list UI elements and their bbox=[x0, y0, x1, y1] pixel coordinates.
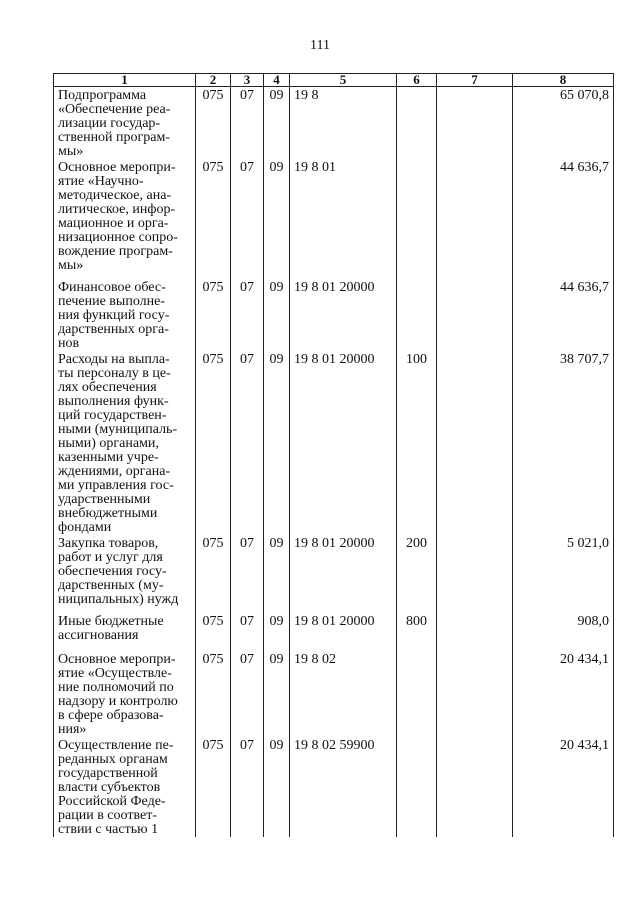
column-7-cell bbox=[437, 651, 513, 737]
header-row bbox=[54, 74, 614, 87]
row-name-line: надзору и контролю bbox=[58, 694, 178, 709]
row-name-line: Осуществление пе- bbox=[58, 738, 174, 753]
amount-cell: 44 636,7 bbox=[513, 159, 614, 279]
section-code-cell: 07 bbox=[231, 737, 264, 837]
subsection-code-cell: 09 bbox=[264, 651, 290, 737]
row-name-line: ственной програм- bbox=[58, 130, 171, 145]
table-header bbox=[54, 74, 614, 87]
row-name-line: ние полномочий по bbox=[58, 680, 174, 695]
row-name-line: ассигнования bbox=[58, 628, 139, 643]
row-name-line: лизации государ- bbox=[58, 116, 161, 131]
amount-cell: 20 434,1 bbox=[513, 651, 614, 737]
row-name-line: ниципальных) нужд bbox=[58, 592, 179, 607]
column-header: 7 bbox=[437, 74, 513, 87]
section-code-cell: 07 bbox=[231, 279, 264, 351]
table-row bbox=[54, 651, 614, 737]
row-name-line: Иные бюджетные bbox=[58, 614, 164, 629]
row-name-cell bbox=[54, 737, 196, 837]
row-name-line: казенными учре- bbox=[58, 450, 159, 465]
table-row bbox=[54, 737, 614, 837]
row-name-line: в сфере образова- bbox=[58, 708, 164, 723]
column-7-cell bbox=[437, 613, 513, 651]
amount-cell: 65 070,8 bbox=[513, 87, 614, 160]
target-code-cell: 19 8 bbox=[290, 87, 397, 160]
row-name-line: Основное меропри- bbox=[58, 652, 176, 667]
row-name-cell bbox=[54, 87, 196, 160]
row-name-line: мы» bbox=[58, 258, 84, 273]
row-name-line: власти субъектов bbox=[58, 780, 161, 795]
column-7-cell bbox=[437, 279, 513, 351]
row-name-line: дарственных орга- bbox=[58, 322, 169, 337]
section-code-cell: 07 bbox=[231, 535, 264, 613]
row-name-line: работ и услуг для bbox=[58, 550, 163, 565]
amount-cell: 38 707,7 bbox=[513, 351, 614, 535]
section-code-cell: 07 bbox=[231, 613, 264, 651]
row-name-line: обеспечения госу- bbox=[58, 564, 167, 579]
table-row bbox=[54, 159, 614, 279]
column-header: 8 bbox=[513, 74, 614, 87]
ministry-code-cell: 075 bbox=[196, 351, 231, 535]
table-row bbox=[54, 535, 614, 613]
row-name-line: государственной bbox=[58, 766, 158, 781]
row-name-line: выполнения функ- bbox=[58, 394, 169, 409]
column-7-cell bbox=[437, 737, 513, 837]
ministry-code-cell: 075 bbox=[196, 613, 231, 651]
section-code-cell: 07 bbox=[231, 351, 264, 535]
ministry-code-cell: 075 bbox=[196, 279, 231, 351]
row-name-line: реданных органам bbox=[58, 752, 168, 767]
expense-type-cell bbox=[397, 737, 437, 837]
section-code-cell: 07 bbox=[231, 651, 264, 737]
table-row bbox=[54, 279, 614, 351]
row-name-line: Основное меропри- bbox=[58, 160, 176, 175]
target-code-cell: 19 8 01 bbox=[290, 159, 397, 279]
subsection-code-cell: 09 bbox=[264, 159, 290, 279]
page-number: 111 bbox=[310, 38, 330, 53]
row-name-line: ния» bbox=[58, 722, 87, 737]
row-name-line: ты персоналу в це- bbox=[58, 366, 171, 381]
section-code-cell: 07 bbox=[231, 87, 264, 160]
target-code-cell: 19 8 01 20000 bbox=[290, 351, 397, 535]
row-name-line: ствии с частью 1 bbox=[58, 822, 159, 837]
expense-type-cell bbox=[397, 651, 437, 737]
row-name-line: мационное и орга- bbox=[58, 216, 169, 231]
row-name-cell bbox=[54, 279, 196, 351]
subsection-code-cell: 09 bbox=[264, 279, 290, 351]
ministry-code-cell: 075 bbox=[196, 159, 231, 279]
expense-type-cell bbox=[397, 87, 437, 160]
row-name-line: ударственными bbox=[58, 492, 151, 507]
table-body bbox=[54, 87, 614, 838]
subsection-code-cell: 09 bbox=[264, 737, 290, 837]
amount-cell: 908,0 bbox=[513, 613, 614, 651]
subsection-code-cell: 09 bbox=[264, 351, 290, 535]
column-header: 3 bbox=[231, 74, 264, 87]
row-name-line: мы» bbox=[58, 144, 84, 159]
amount-cell: 44 636,7 bbox=[513, 279, 614, 351]
ministry-code-cell: 075 bbox=[196, 651, 231, 737]
expense-type-cell bbox=[397, 159, 437, 279]
row-name-line: низационное сопро- bbox=[58, 230, 178, 245]
row-name-cell bbox=[54, 651, 196, 737]
row-name-cell bbox=[54, 535, 196, 613]
row-name-line: фондами bbox=[58, 520, 112, 535]
row-name-line: печение выполне- bbox=[58, 294, 165, 309]
budget-table bbox=[53, 73, 614, 837]
row-name-line: ций государствен- bbox=[58, 408, 167, 423]
column-header: 2 bbox=[196, 74, 231, 87]
target-code-cell: 19 8 01 20000 bbox=[290, 613, 397, 651]
row-name-line: Закупка товаров, bbox=[58, 536, 159, 551]
row-name-line: ния функций госу- bbox=[58, 308, 170, 323]
expense-type-cell bbox=[397, 279, 437, 351]
subsection-code-cell: 09 bbox=[264, 87, 290, 160]
row-name-line: Подпрограмма bbox=[58, 88, 147, 103]
row-name-line: рации в соответ- bbox=[58, 808, 157, 823]
row-name-line: «Обеспечение реа- bbox=[58, 102, 171, 117]
row-name-cell bbox=[54, 613, 196, 651]
table-row bbox=[54, 87, 614, 160]
expense-type-cell: 200 bbox=[397, 535, 437, 613]
row-name-line: ми управления гос- bbox=[58, 478, 174, 493]
table-row bbox=[54, 351, 614, 535]
column-7-cell bbox=[437, 159, 513, 279]
amount-cell: 20 434,1 bbox=[513, 737, 614, 837]
ministry-code-cell: 075 bbox=[196, 87, 231, 160]
column-7-cell bbox=[437, 351, 513, 535]
row-name-line: нов bbox=[58, 336, 80, 351]
ministry-code-cell: 075 bbox=[196, 535, 231, 613]
row-name-line: ными (муниципаль- bbox=[58, 422, 178, 437]
row-name-line: Расходы на выпла- bbox=[58, 352, 170, 367]
target-code-cell: 19 8 01 20000 bbox=[290, 535, 397, 613]
row-name-line: лях обеспечения bbox=[58, 380, 157, 395]
row-name-line: ными) органами, bbox=[58, 436, 159, 451]
row-name-line: Финансовое обес- bbox=[58, 280, 166, 295]
row-name-line: внебюджетными bbox=[58, 506, 158, 521]
row-name-line: дарственных (му- bbox=[58, 578, 164, 593]
row-name-line: ятие «Осуществле- bbox=[58, 666, 172, 681]
table-row bbox=[54, 613, 614, 651]
subsection-code-cell: 09 bbox=[264, 535, 290, 613]
expense-type-cell: 800 bbox=[397, 613, 437, 651]
row-name-line: ждениями, органа- bbox=[58, 464, 171, 479]
column-7-cell bbox=[437, 87, 513, 160]
row-name-line: Российской Феде- bbox=[58, 794, 166, 809]
section-code-cell: 07 bbox=[231, 159, 264, 279]
row-name-cell bbox=[54, 351, 196, 535]
target-code-cell: 19 8 02 59900 bbox=[290, 737, 397, 837]
row-name-line: вождение програм- bbox=[58, 244, 173, 259]
column-header: 6 bbox=[397, 74, 437, 87]
target-code-cell: 19 8 01 20000 bbox=[290, 279, 397, 351]
row-name-cell bbox=[54, 159, 196, 279]
row-name-line: ятие «Научно- bbox=[58, 174, 144, 189]
subsection-code-cell: 09 bbox=[264, 613, 290, 651]
column-header: 4 bbox=[264, 74, 290, 87]
column-header: 5 bbox=[290, 74, 397, 87]
column-7-cell bbox=[437, 535, 513, 613]
amount-cell: 5 021,0 bbox=[513, 535, 614, 613]
ministry-code-cell: 075 bbox=[196, 737, 231, 837]
column-header: 1 bbox=[54, 74, 196, 87]
expense-type-cell: 100 bbox=[397, 351, 437, 535]
row-name-line: методическое, ана- bbox=[58, 188, 172, 203]
target-code-cell: 19 8 02 bbox=[290, 651, 397, 737]
row-name-line: литическое, инфор- bbox=[58, 202, 176, 217]
